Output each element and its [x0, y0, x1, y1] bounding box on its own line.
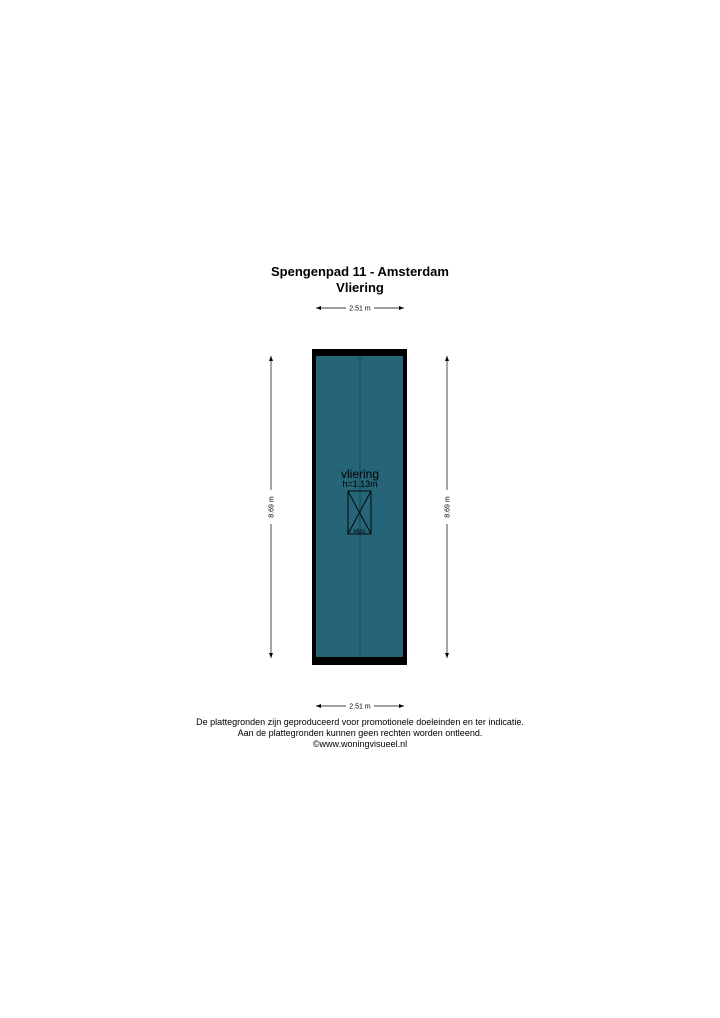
- disclaimer-line-2: Aan de plattegronden kunnen geen rechten worden ontleend.: [237, 728, 483, 738]
- copyright-line: ©www.woningvisueel.nl: [312, 739, 408, 749]
- room-height: h=1.13m: [342, 479, 378, 489]
- top-width-label: 2.51 m: [349, 305, 371, 313]
- bottom-width-label: 2.51 m: [349, 703, 371, 711]
- plan-address-title: Spengenpad 11 - Amsterdam: [271, 264, 449, 279]
- room-name: vliering: [340, 467, 380, 481]
- attic-room: [316, 356, 403, 657]
- left-height-dimension: [269, 356, 276, 658]
- bottom-width-dimension: [316, 704, 404, 711]
- plan-floor-title: Vliering: [336, 280, 384, 295]
- top-width-dimension: [316, 306, 404, 313]
- right-height-dimension: [445, 356, 452, 658]
- hatch-label: vlizo: [353, 529, 366, 535]
- right-height-label: 8.69 m: [444, 496, 452, 518]
- left-height-label: 8.69 m: [268, 496, 276, 518]
- disclaimer-line-1: De plattegronden zijn geproduceerd voor promotionele doeleinden en ter indicatie.: [196, 717, 524, 727]
